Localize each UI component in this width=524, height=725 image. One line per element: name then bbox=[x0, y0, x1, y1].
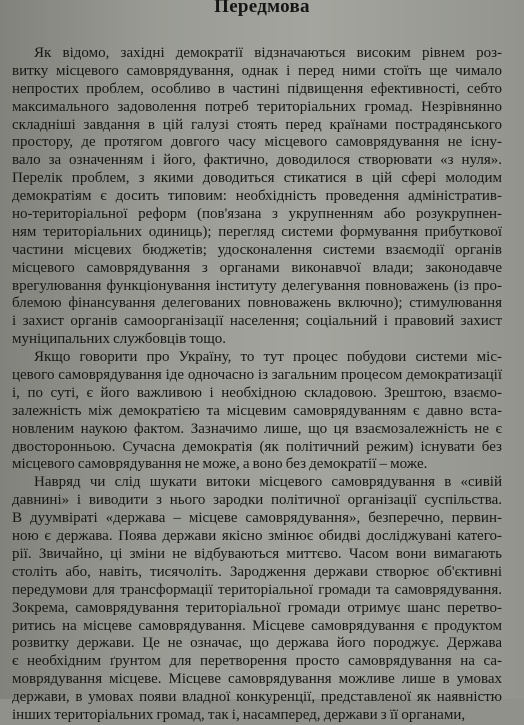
text-line: Зокрема, самоврядування територіальної громади отримує шанс перетво- bbox=[12, 599, 502, 616]
text-line: двосторонньою. Сучасна демократія (як політичний режим) існувати без bbox=[12, 438, 502, 455]
text-line: держави, в умовах появи владної конкуренції, представленої як наявністю bbox=[12, 689, 502, 706]
text-line: блемою фінансування делегованих повноважень включно); стимулювання bbox=[12, 295, 502, 312]
text-line: ням територіальних одиниць); перегляд системи формування прибуткової bbox=[12, 223, 502, 240]
text-line: передумови для трансформації територіальної громади та самоврядування. bbox=[12, 581, 502, 598]
text-line: складніші завдання в цій галузі стоять перед країнами пострадянського bbox=[12, 116, 502, 133]
text-line: новленим наукою фактом. Зазначимо лише, що ця взаємозалежність не є bbox=[12, 420, 502, 437]
text-line: непростих проблем, особливо в частині підвищення ефективності, себто bbox=[12, 80, 502, 97]
text-line: цевого самоврядування іде одночасно із загальним процесом демократизації bbox=[12, 367, 502, 384]
text-line: врегулювання функціонування інституту делегування повноважень (із про- bbox=[12, 277, 502, 294]
text-line: Якщо говорити про Україну, то тут процес побудови системи міс- bbox=[34, 349, 502, 366]
text-line: Як відомо, західні демократії відзначаються високим рівнем роз- bbox=[34, 45, 502, 61]
text-line: В дуумвіраті «держава – місцеве самоврядування», безперечно, первин- bbox=[12, 510, 502, 527]
text-line: максимального задоволення потреб територіальних громад. Незрівнянно bbox=[12, 98, 502, 115]
text-line: ритись на місцеве самоврядування. Місцеве самоврядування є продуктом bbox=[12, 617, 502, 634]
text-line: моврядування місцеве. Місцеве самоврядування можливе лише в умовах bbox=[12, 671, 502, 688]
text-line: місцевого самоврядування не може, а воно без демократії – може. bbox=[12, 456, 428, 473]
text-line: муніципальних службовців тощо. bbox=[12, 331, 227, 348]
body-text bbox=[12, 45, 502, 725]
text-line: ною є держава. Поява держави якісно змінює обидві досліджувані катего- bbox=[12, 528, 502, 545]
text-line: століть або, навіть, тисячоліть. Зародження держави створює об'єктивні bbox=[12, 563, 502, 580]
text-line: розвитку держави. Це не означає, що держава його породжує. Держава bbox=[12, 635, 502, 652]
text-line: витку місцевого самоврядування, однак і перед ними стоїть ще чимало bbox=[12, 62, 502, 79]
text-line: Перелік проблем, з якими доводиться стикатися в цій сфері молодим bbox=[12, 170, 502, 187]
text-line: залежність між демократією та місцевим самоврядуванням є давно вста- bbox=[12, 402, 502, 419]
page-title: Передмова bbox=[214, 0, 310, 17]
text-line: но-територіальної реформ (пов'язана з укрупненням або розукрупнен- bbox=[12, 206, 502, 223]
paragraph bbox=[12, 474, 502, 724]
paragraph bbox=[12, 349, 502, 474]
text-line: демократіям є досить типовим: необхідність проведення адміністратив- bbox=[12, 188, 502, 205]
text-line: є необхідним ґрунтом для перетворення просто самоврядування на са- bbox=[12, 653, 502, 670]
paragraph bbox=[12, 45, 502, 349]
text-line: і захист органів самоорганізації населення; соціальний і правовий захист bbox=[12, 313, 502, 330]
text-line: вало за означенням і його, фактично, доводилося створювати «з нуля». bbox=[12, 152, 502, 169]
text-line: рії. Звичайно, ці зміни не відбуваються миттєво. Часом вони вимагають bbox=[12, 545, 502, 562]
text-line: частини місцевих бюджетів; удосконалення системи взаємодії органів bbox=[12, 241, 502, 258]
text-line: Навряд чи слід шукати витоки місцевого самоврядування в «сивій bbox=[34, 474, 502, 491]
text-line: інших територіальних громад, так і, насамперед, держави з її органами, bbox=[12, 706, 466, 723]
text-line: і, по суті, є його важливою і необхідною складовою. Зрештою, взаємо- bbox=[12, 384, 502, 401]
text-line: давнині» і виводити з нього зародки політичної організації суспільства. bbox=[12, 492, 502, 509]
text-line: місцевого самоврядування з органами виконавчої влади; законодавче bbox=[12, 259, 502, 276]
text-line: простору, де протягом довгого часу місцевого самоврядування не існу- bbox=[12, 134, 502, 151]
